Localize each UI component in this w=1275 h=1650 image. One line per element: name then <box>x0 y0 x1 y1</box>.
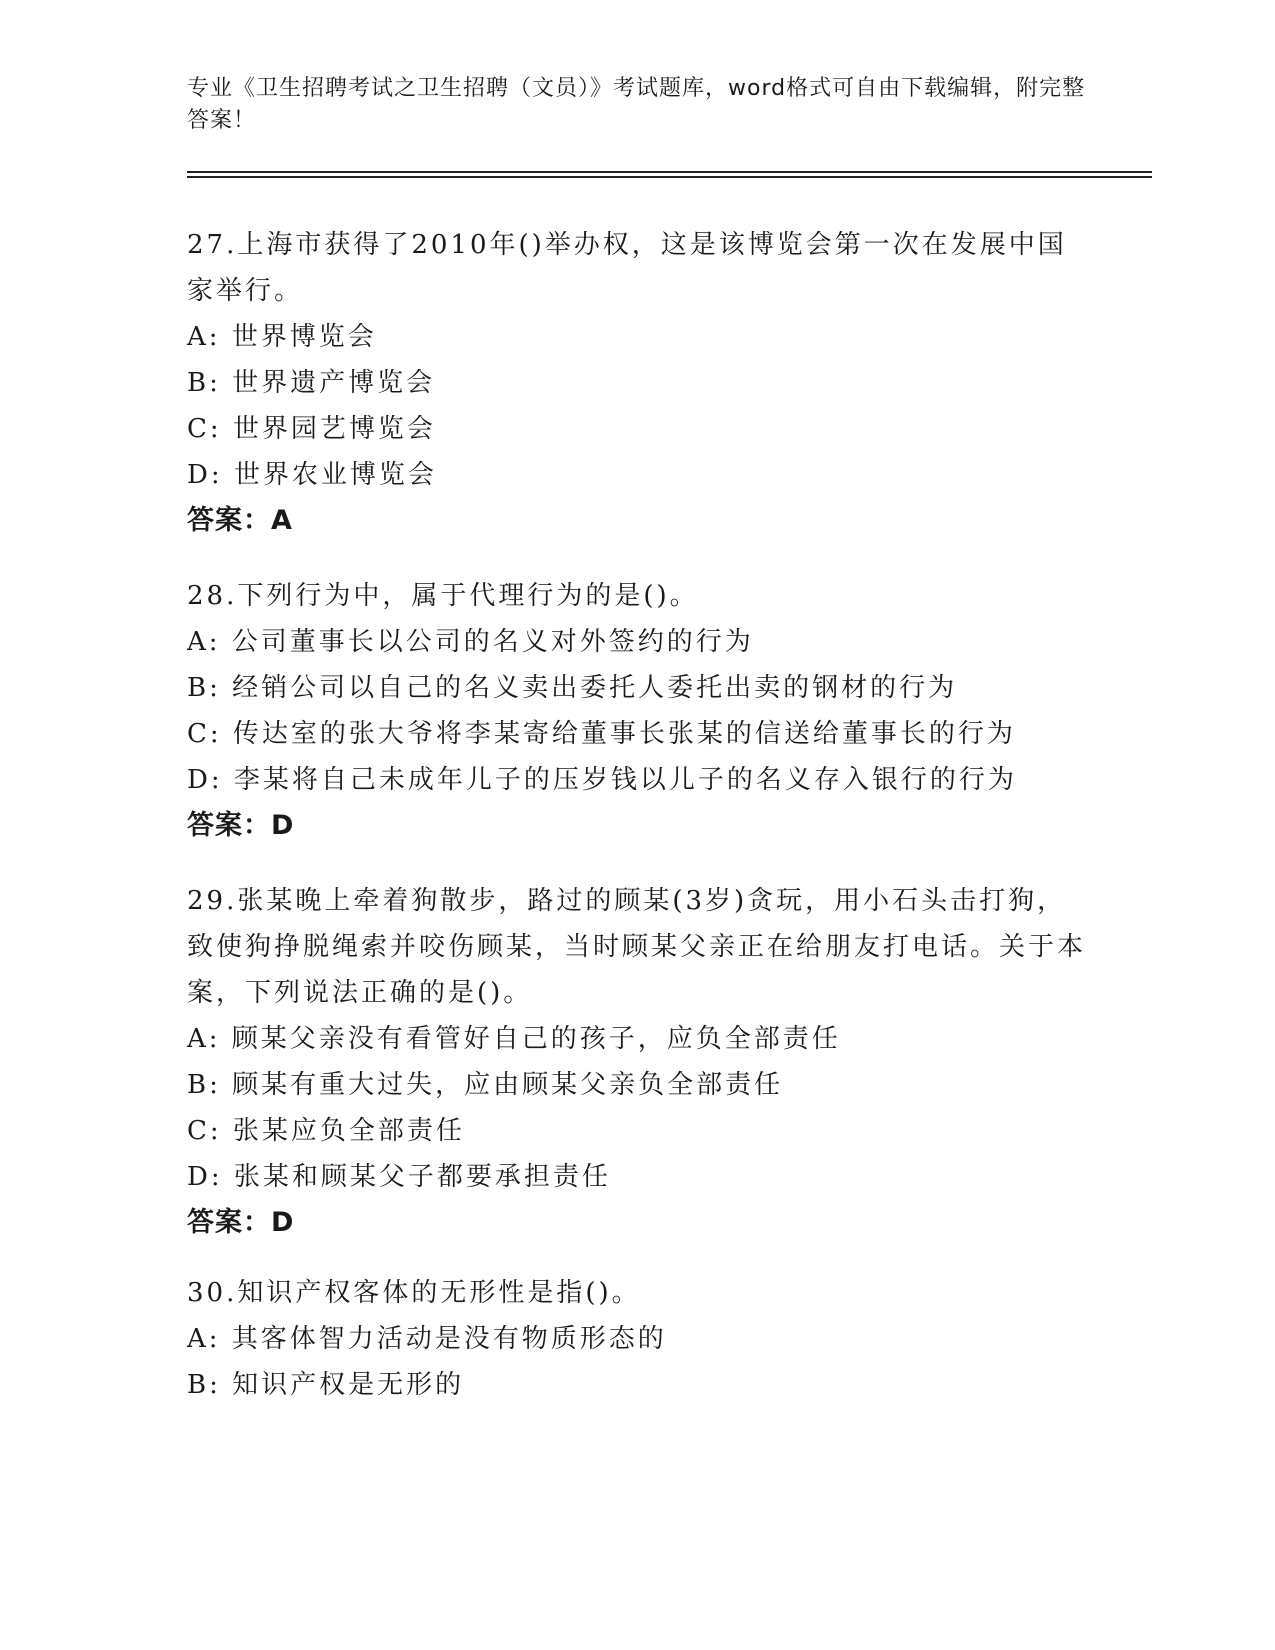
answer: 答案：D <box>187 1207 295 1238</box>
option-d: D: 世界农业博览会 <box>187 460 437 490</box>
option-a: A: 公司董事长以公司的名义对外签约的行为 <box>187 627 754 657</box>
question-29 <box>187 878 1087 1246</box>
question-28 <box>187 573 1087 849</box>
option-b: B: 顾某有重大过失，应由顾某父亲负全部责任 <box>187 1070 784 1100</box>
question-stem: 29.张某晚上牵着狗散步，路过的顾某(3岁)贪玩，用小石头击打狗，致使狗挣脱绳索并咬伤顾某，当时顾某父亲正在给朋友打电话。关于本案，下列说法正确的是()。 <box>187 886 1087 1008</box>
option-c: C: 传达室的张大爷将李某寄给董事长张某的信送给董事长的行为 <box>187 719 1016 749</box>
option-b: B: 知识产权是无形的 <box>187 1370 465 1400</box>
document-header: 专业《卫生招聘考试之卫生招聘（文员）》考试题库，word格式可自由下载编辑，附完整答案！ <box>187 76 1086 133</box>
header-divider-top <box>187 171 1152 173</box>
answer: 答案：A <box>187 505 293 536</box>
option-a: A: 其客体智力活动是没有物质形态的 <box>187 1324 667 1354</box>
question-stem: 30.知识产权客体的无形性是指()。 <box>187 1278 641 1308</box>
option-b: B: 世界遗产博览会 <box>187 368 436 398</box>
answer: 答案：D <box>187 810 295 841</box>
question-30 <box>187 1270 1087 1408</box>
option-d: D: 李某将自己未成年儿子的压岁钱以儿子的名义存入银行的行为 <box>187 765 1017 795</box>
option-a: A: 顾某父亲没有看管好自己的孩子，应负全部责任 <box>187 1024 841 1054</box>
question-stem: 27.上海市获得了2010年()举办权，这是该博览会第一次在发展中国家举行。 <box>187 230 1067 306</box>
option-a: A: 世界博览会 <box>187 322 377 352</box>
option-c: C: 世界园艺博览会 <box>187 414 436 444</box>
option-c: C: 张某应负全部责任 <box>187 1116 465 1146</box>
header-divider-bottom <box>187 176 1152 178</box>
question-stem: 28.下列行为中，属于代理行为的是()。 <box>187 581 699 611</box>
option-d: D: 张某和顾某父子都要承担责任 <box>187 1162 611 1192</box>
option-b: B: 经销公司以自己的名义卖出委托人委托出卖的钢材的行为 <box>187 673 958 703</box>
question-27 <box>187 222 1087 544</box>
